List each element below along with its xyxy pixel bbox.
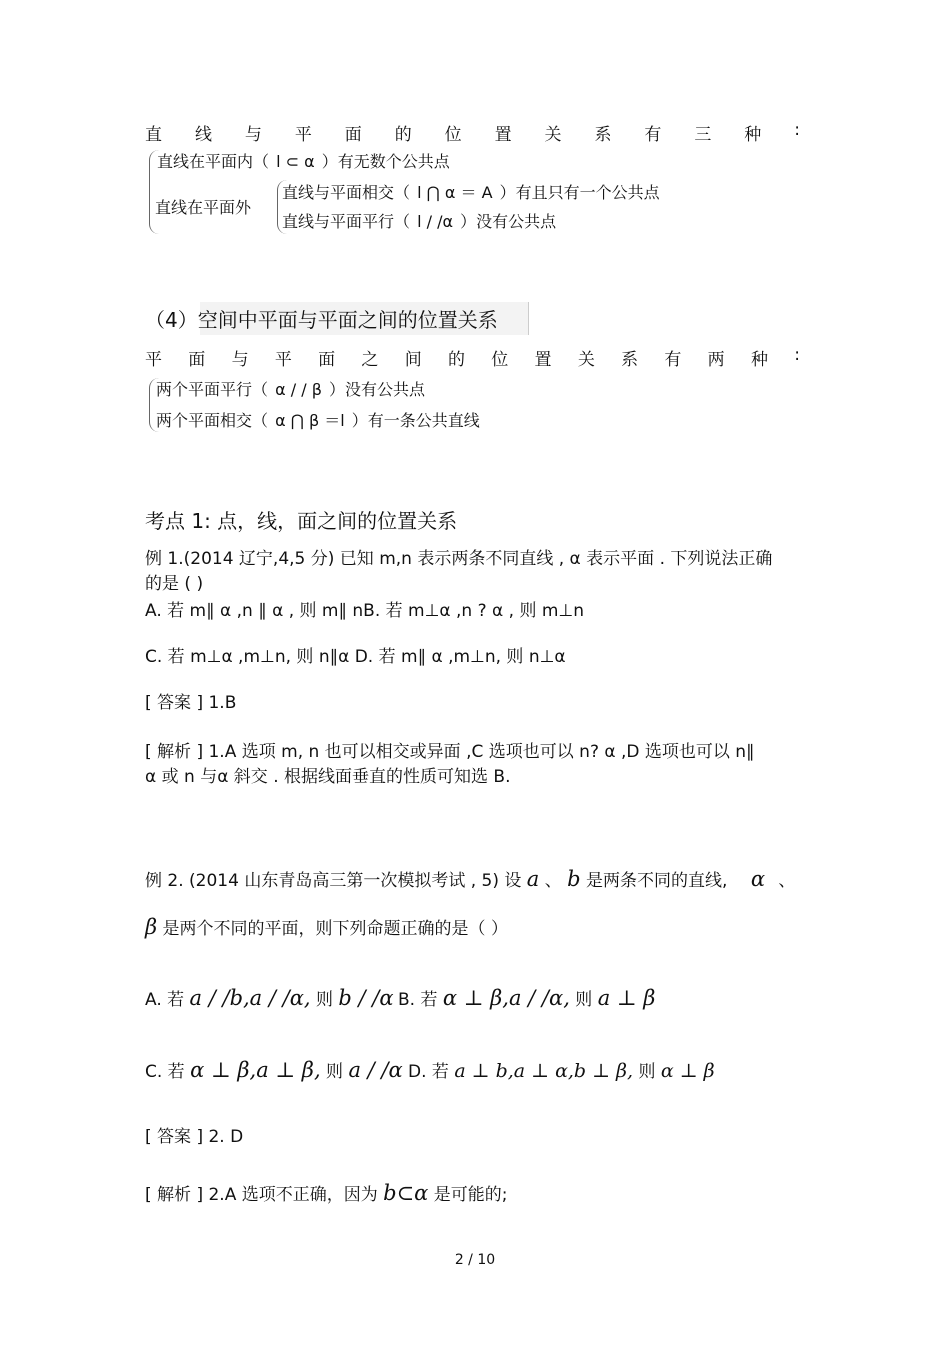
example-1-line-2: 的是 ( ) xyxy=(145,574,204,594)
example-2-line-1: 例 2. (2014 山东青岛高三第一次模拟考试 , 5) 设 a 、 b 是两条不同的直线, α 、 xyxy=(145,867,796,891)
plane-plane-intro-char: 间 xyxy=(404,350,422,370)
plane-plane-intro-char: 与 xyxy=(231,350,249,370)
example-2-option-c: C. 若 α ⊥ β,a ⊥ β, 则 a / /α xyxy=(145,1058,403,1082)
page-number: 2 / 10 xyxy=(454,1252,496,1268)
plane-plane-intro-char: 系 xyxy=(621,350,639,370)
line-plane-intro-char: 平 xyxy=(294,125,312,145)
plane-plane-intro-char: 之 xyxy=(361,350,379,370)
plane-plane-intro-char: 平 xyxy=(274,350,292,370)
example-2-option-a: A. 若 a / /b,a / /α, 则 b / /α xyxy=(145,986,394,1010)
line-plane-intro-char: 系 xyxy=(594,125,612,145)
plane-plane-intro-char: 有 xyxy=(664,350,682,370)
line-outside-plane-label: 直线在平面外 xyxy=(155,198,252,217)
line-plane-intro xyxy=(145,120,800,145)
example-1-answer: [ 答案 ] 1.B xyxy=(145,693,237,713)
line-plane-intro-char: 位 xyxy=(444,125,462,145)
planes-parallel-row: 两个平面平行（ α / / β ）没有公共点 xyxy=(156,380,426,399)
planes-intersect-row: 两个平面相交（ α ⋂ β ＝l ）有一条公共直线 xyxy=(156,411,480,430)
plane-plane-intro-char: 平 xyxy=(145,350,162,370)
example-2-analysis: [ 解析 ] 2.A 选项不正确，因为 b⊂α 是可能的; xyxy=(145,1181,508,1205)
line-intersects-plane-row: 直线与平面相交（ l ⋂ α ＝ A ）有且只有一个公共点 xyxy=(282,183,660,202)
line-plane-intro-char: 有 xyxy=(644,125,662,145)
example-1-analysis-line-2: α 或 n 与α 斜交 . 根据线面垂直的性质可知选 B. xyxy=(145,767,511,787)
example-2-option-b: B. 若 α ⊥ β,a / /α, 则 a ⊥ β xyxy=(398,986,656,1010)
example-1-options-cd: C. 若 m⊥α ,m⊥n, 则 n∥α D. 若 m∥ α ,m⊥n, 则 n⊥α xyxy=(145,647,566,667)
plane-plane-intro xyxy=(145,345,800,370)
plane-plane-intro-char: 面 xyxy=(318,350,336,370)
line-parallel-plane-row: 直线与平面平行（ l / /α ）没有公共点 xyxy=(282,212,557,231)
line-plane-intro-char: 置 xyxy=(494,125,512,145)
plane-plane-intro-char: 关 xyxy=(577,350,595,370)
line-plane-intro-char: 与 xyxy=(244,125,262,145)
line-plane-intro-char: 线 xyxy=(194,125,212,145)
kaodian-title: 考点 1: 点，线，面之间的位置关系 xyxy=(145,509,458,533)
plane-plane-intro-char: 位 xyxy=(491,350,509,370)
section-4-title: （4）空间中平面与平面之间的位置关系 xyxy=(145,302,529,335)
plane-plane-intro-char: 种 xyxy=(750,350,768,370)
plane-plane-intro-char: 面 xyxy=(188,350,206,370)
example-1-options-ab: A. 若 m∥ α ,n ∥ α , 则 m∥ nB. 若 m⊥α ,n ? α , 则 m⊥n xyxy=(145,601,584,621)
example-2-answer: [ 答案 ] 2. D xyxy=(145,1127,244,1147)
line-plane-intro-char: 三 xyxy=(694,125,712,145)
line-plane-intro-char: 的 xyxy=(394,125,412,145)
line-plane-intro-char: 种 xyxy=(744,125,762,145)
example-2-option-d: D. 若 a ⊥ b,a ⊥ α,b ⊥ β, 则 α ⊥ β xyxy=(408,1060,715,1082)
line-plane-intro-char: : xyxy=(794,120,800,140)
line-plane-intro-char: 面 xyxy=(344,125,362,145)
plane-plane-intro-char: 的 xyxy=(447,350,465,370)
plane-plane-intro-char: 置 xyxy=(534,350,552,370)
line-plane-intro-char: 直 xyxy=(145,125,162,145)
line-in-plane-row: 直线在平面内（ l ⊂ α ）有无数个公共点 xyxy=(157,152,450,171)
plane-plane-intro-char: : xyxy=(794,345,800,365)
example-1-line-1: 例 1.(2014 辽宁,4,5 分) 已知 m,n 表示两条不同直线 , α 表示平面 . 下列说法正确 xyxy=(145,549,773,569)
example-2-line-2: β 是两个不同的平面，则下列命题正确的是（ ） xyxy=(145,915,508,939)
line-plane-intro-char: 关 xyxy=(544,125,562,145)
example-1-analysis-line-1: [ 解析 ] 1.A 选项 m, n 也可以相交或异面 ,C 选项也可以 n? α ,D 选项也可以 n∥ xyxy=(145,742,755,762)
plane-plane-intro-char: 两 xyxy=(707,350,725,370)
